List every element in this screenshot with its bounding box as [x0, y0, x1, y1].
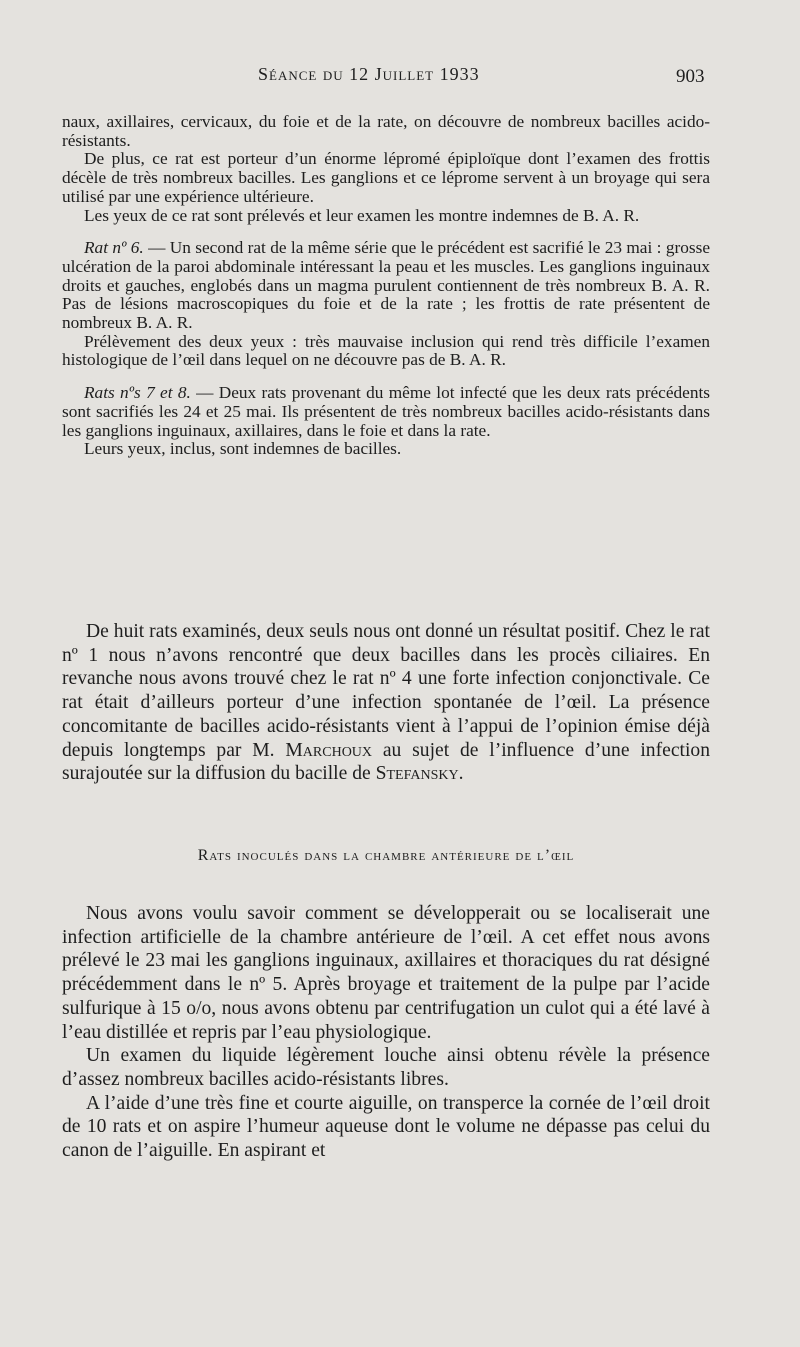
paragraph: Nous avons voulu savoir comment se développerait ou se localiserait une infection artificielle de la chambre antérieure de l’œil. A cet effet nous avons prélevé le 23 mai les ganglions inguinaux, axillaires et thoraciques du rat désigné précédemment dans le nº 5. Après broyage et traitement de la pulpe par l’acide sulfurique à 15 o/o, nous avons obtenu par centrifugation un culot qui a été lavé à l’eau distillée et repris par l’eau physiologique.: [62, 903, 710, 1043]
conclusion-text-2: au sujet de l’influence d’une infection surajoutée sur la diffusion du bacille de: [62, 739, 710, 785]
paragraph-continuation: naux, axillaires, cervicaux, du foie et de la rate, on découvre de nombreux bacilles acido-résistants.: [62, 112, 710, 150]
page-number: 903: [676, 66, 705, 87]
conclusion-paragraph: [62, 620, 710, 786]
author-name-marchoux: Marchoux: [285, 739, 373, 761]
paragraph: Un examen du liquide légèrement louche ainsi obtenu révèle la présence d’assez nombreux bacilles acido-résistants libres.: [62, 1045, 710, 1090]
paragraph: Les yeux de ce rat sont prélevés et leur examen les montre indemnes de B. A. R.: [84, 205, 640, 225]
paragraph: A l’aide d’une très fine et courte aiguille, on transperce la cornée de l’œil droit de 10 rats et on aspire l’humeur aqueuse dont le volume ne dépasse pas celui du canon de l’aiguille. En aspirant et: [62, 1092, 710, 1162]
running-head: Séance du 12 Juillet 1933: [258, 64, 480, 84]
small-text-block: [62, 113, 710, 459]
section-body: [62, 902, 710, 1163]
conclusion-text-3: .: [458, 763, 464, 785]
paragraph: De plus, ce rat est porteur d’un énorme lépromé épiploïque dont l’examen des frottis décèle de très nombreux bacilles. Les ganglions et ce léprome servent à un broyage qui sera utilisé par une expérience ultérieure.: [62, 149, 710, 206]
conclusion-block: [62, 620, 710, 786]
rats-7-8-lead: Rats nºs 7 et 8.: [84, 383, 191, 403]
rats-7-8-text: — Deux rats provenant du même lot infecté que les deux rats précédents sont sacrifiés les 24 et 25 mai. Ils présentent de très nombreux bacilles acido-résistants dans les ganglions inguinaux, axillaires, dans le foie et dans la rate.: [62, 383, 710, 440]
rats-7-8-extra: Leurs yeux, inclus, sont indemnes de bacilles.: [84, 439, 402, 459]
rats-7-8-paragraph: [62, 384, 710, 440]
rat-6-text: — Un second rat de la même série que le précédent est sacrifié le 23 mai : grosse ulcération de la paroi abdominale intéressant la peau et les muscles. Les ganglions inguinaux droits et gauches, englobés dans un magma purulent contiennent de très nombreux B. A. R. Pas de lésions macroscopiques du foie et de la rate ; les frottis de rate présentent de nombreux B. A. R.: [62, 238, 710, 333]
rat-6-paragraph: [62, 239, 710, 333]
author-name-stefansky: Stefansky: [375, 763, 459, 785]
rat-6-extra: Prélèvement des deux yeux : très mauvaise inclusion qui rend très difficile l’examen histologique de l’œil dans lequel on ne découvre pas de B. A. R.: [62, 331, 710, 370]
rat-6-lead: Rat nº 6.: [84, 238, 144, 258]
conclusion-text: De huit rats examinés, deux seuls nous ont donné un résultat positif. Chez le rat nº 1 nous n’avons rencontré que deux bacilles dans les procès ciliaires. En revanche nous avons trouvé chez le rat nº 4 une forte infection conjonctivale. Ce rat était d’ailleurs porteur d’une infection spontanée de l’œil. La présence concomitante de bacilles acido-résistants vient à l’appui de l’opinion émise déjà depuis longtemps par M.: [62, 621, 710, 761]
section-heading: Rats inoculés dans la chambre antérieure de l’œil: [197, 847, 575, 864]
page-header: [0, 60, 800, 94]
